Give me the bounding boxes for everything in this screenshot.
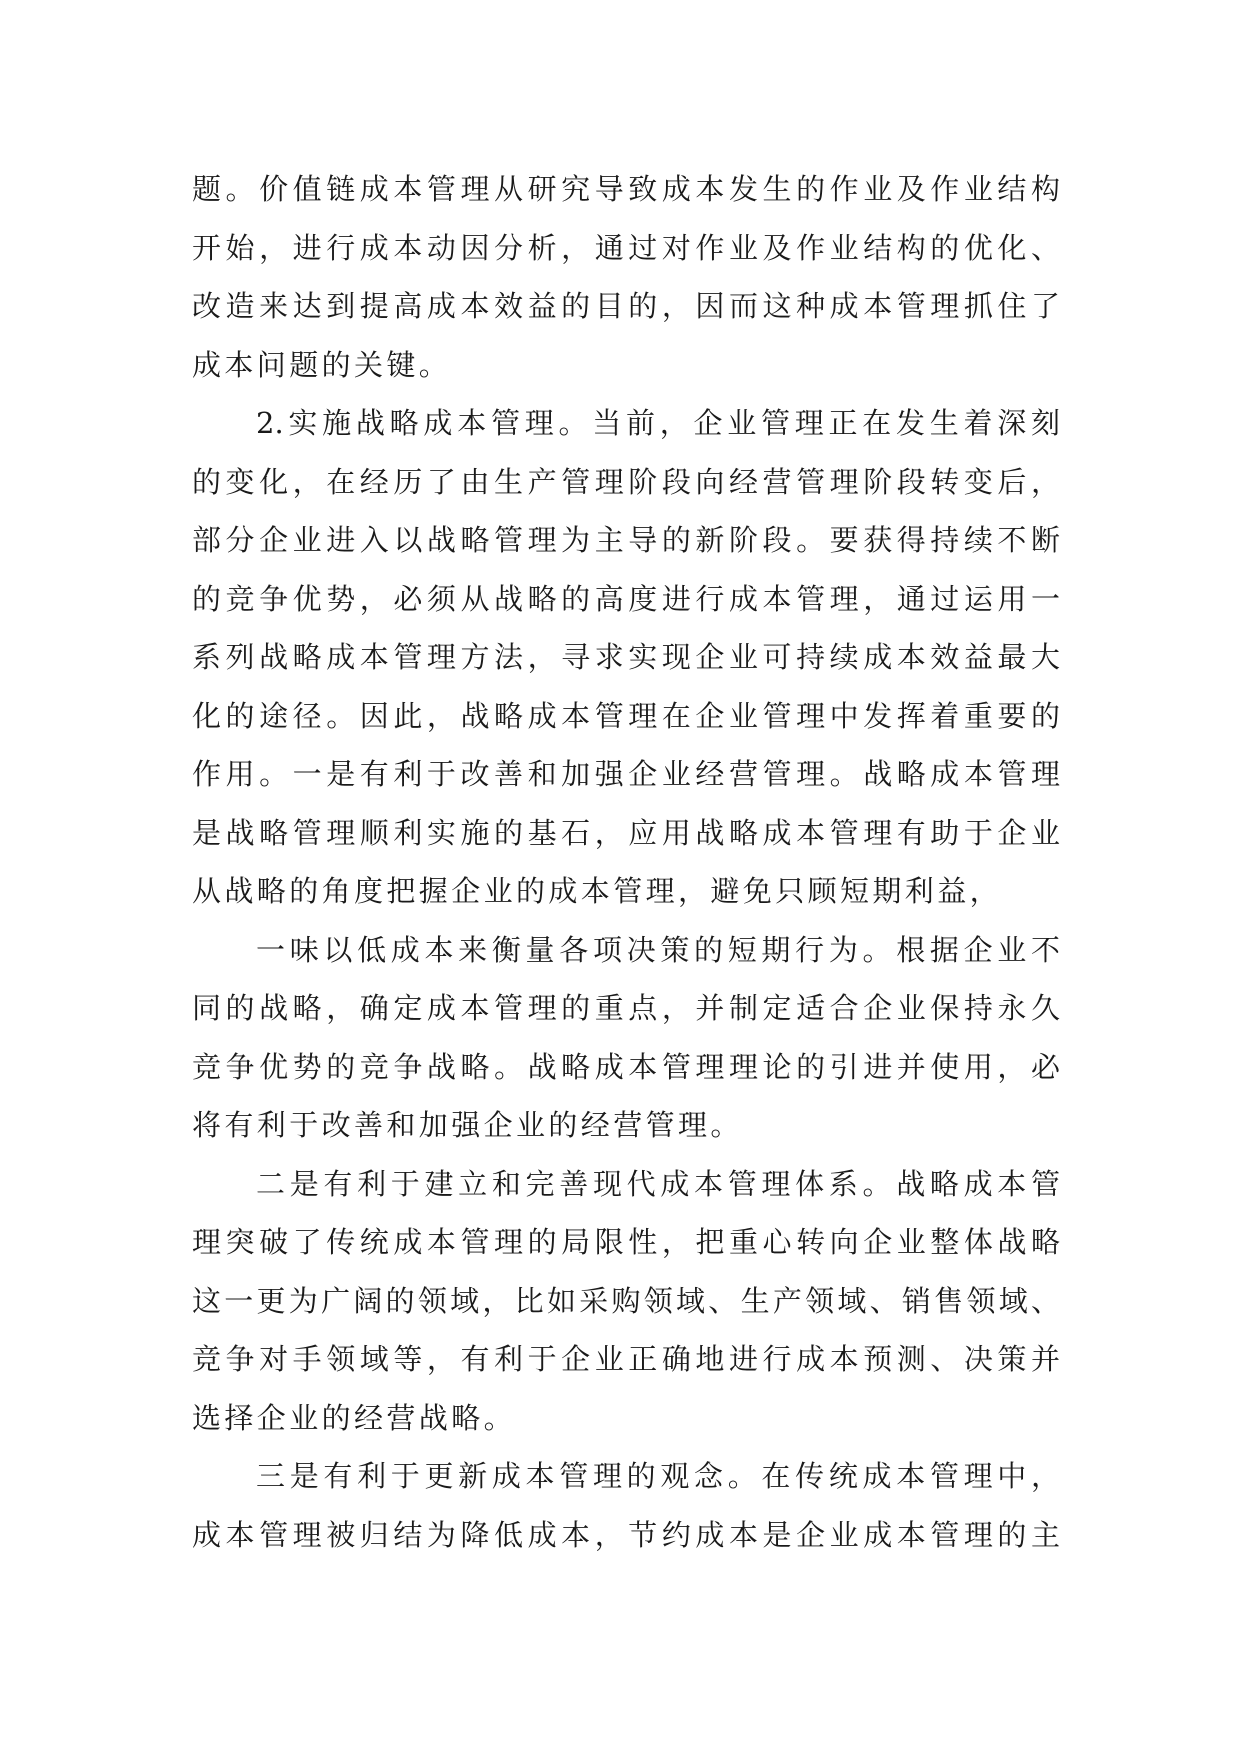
text-line: 系列战略成本管理方法，寻求实现企业可持续成本效益最大 bbox=[192, 640, 1060, 674]
text-line: 从战略的角度把握企业的成本管理，避免只顾短期利益， bbox=[192, 874, 1003, 908]
text-line: 改造来达到提高成本效益的目的，因而这种成本管理抓住了 bbox=[192, 289, 1060, 323]
text-line: 选择企业的经营战略。 bbox=[192, 1400, 517, 1435]
text-line: 题。价值链成本管理从研究导致成本发生的作业及作业结构 bbox=[192, 172, 1060, 206]
text-line: 竞争优势的竞争战略。战略成本管理理论的引进并使用，必 bbox=[192, 1049, 1060, 1084]
text-line: 二是有利于建立和完善现代成本管理体系。战略成本管 bbox=[256, 1166, 1060, 1201]
text-line: 是战略管理顺利实施的基石，应用战略成本管理有助于企业 bbox=[192, 815, 1060, 850]
text-line: 三是有利于更新成本管理的观念。在传统成本管理中， bbox=[256, 1459, 1060, 1493]
text-line: 2.实施战略成本管理。当前，企业管理正在发生着深刻 bbox=[256, 406, 1060, 440]
text-line: 竞争对手领域等，有利于企业正确地进行成本预测、决策并 bbox=[192, 1342, 1060, 1376]
text-line: 同的战略，确定成本管理的重点，并制定适合企业保持永久 bbox=[192, 991, 1060, 1025]
text-line: 这一更为广阔的领域，比如采购领域、生产领域、销售领域、 bbox=[192, 1283, 1060, 1318]
text-line: 成本管理被归结为降低成本，节约成本是企业成本管理的主 bbox=[192, 1517, 1060, 1552]
text-line: 成本问题的关键。 bbox=[192, 347, 452, 382]
text-line: 理突破了传统成本管理的局限性，把重心转向企业整体战略 bbox=[192, 1225, 1060, 1259]
text-line: 一味以低成本来衡量各项决策的短期行为。根据企业不 bbox=[256, 932, 1060, 967]
text-line: 的变化，在经历了由生产管理阶段向经营管理阶段转变后， bbox=[192, 464, 1060, 499]
body-text bbox=[192, 160, 1060, 1564]
text-line: 化的途径。因此，战略成本管理在企业管理中发挥着重要的 bbox=[192, 698, 1060, 733]
text-line: 开始，进行成本动因分析，通过对作业及作业结构的优化、 bbox=[192, 230, 1060, 265]
text-line: 作用。一是有利于改善和加强企业经营管理。战略成本管理 bbox=[192, 757, 1060, 791]
text-line: 的竞争优势，必须从战略的高度进行成本管理，通过运用一 bbox=[192, 581, 1060, 616]
text-line: 将有利于改善和加强企业的经营管理。 bbox=[192, 1108, 743, 1142]
text-line: 部分企业进入以战略管理为主导的新阶段。要获得持续不断 bbox=[192, 523, 1060, 557]
